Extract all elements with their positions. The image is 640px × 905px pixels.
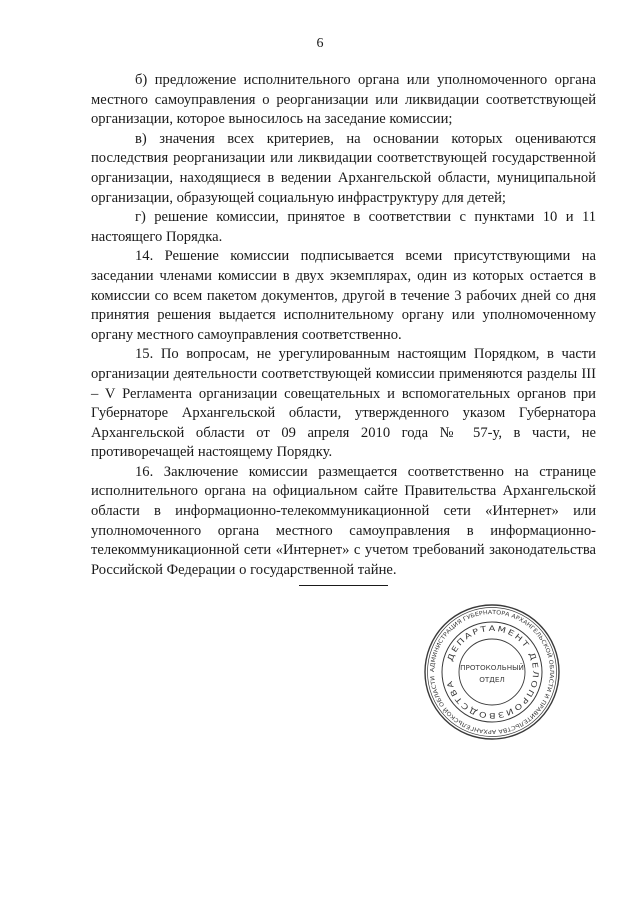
paragraph-clause-14: 14. Решение комиссии подписывается всеми присутствующими на заседании членами комиссии в двух экземплярах, один из которых остается в комиссии со всем пакетом документов, другой в течение 3 рабочих дней со дня принятия решения выдается исполнительному органу или уполномоченному органу местного самоуправления соответственно.: [91, 248, 596, 343]
stamp-outer-text: АДМИНИСТРАЦИЯ ГУБЕРНАТОРА АРХАНГЕЛЬСКОЙ ОБЛАСТИ И ПРАВИТЕЛЬСТВА АРХАНГЕЛЬСКОЙ ОБЛАСТИ: [429, 609, 555, 735]
paragraph-item-v: в) значения всех критериев, на основании которых оцениваются последствия реорганизации или ликвидации соответствующей государственной организации, находящиеся в ведении Архангельской области, муниципальной организации, образующей социальную инфраструктуру для детей;: [91, 130, 596, 206]
paragraph-item-g: г) решение комиссии, принятое в соответствии с пунктами 10 и 11 настоящего Порядка.: [91, 209, 596, 245]
stamp-center-line1: ПРОТОКОЛЬНЫЙ: [460, 663, 524, 672]
paragraph-clause-15: 15. По вопросам, не урегулированным настоящим Порядком, в части организации деятельности соответствующей комиссии применяются разделы III – V Регламента организации совещательных и вспомогательных органов при Губернаторе Архангельской области, утвержденного указом Губернатора Архангельской области от 09 апреля 2010 года № 57-у, в части, не противоречащей настоящему Порядку.: [91, 346, 596, 461]
end-divider: [299, 585, 388, 586]
document-body: [91, 71, 596, 580]
paragraph-clause-16: 16. Заключение комиссии размещается соответственно на странице исполнительного органа на официальном сайте Правительства Архангельской области в информационно-телекоммуникационной сети «Интернет» или уполномоченного органа местного самоуправления в информационно-телекоммуникационной сети «Интернет» с учетом требований законодательства Российской Федерации о государственной тайне.: [91, 463, 596, 578]
official-stamp: [422, 602, 562, 742]
stamp-inner-text: ДЕПАРТАМЕНТ ДЕЛОПРОИЗВОДСТВА: [445, 623, 541, 721]
stamp-center-line2: ОТДЕЛ: [479, 675, 505, 684]
page-number: 6: [316, 36, 324, 51]
stamp-seal-icon: [422, 602, 562, 742]
paragraph-item-b: б) предложение исполнительного органа или уполномоченного органа местного самоуправления о реорганизации или ликвидации соответствующей организации, которое выносилось на заседание комиссии;: [91, 72, 596, 128]
